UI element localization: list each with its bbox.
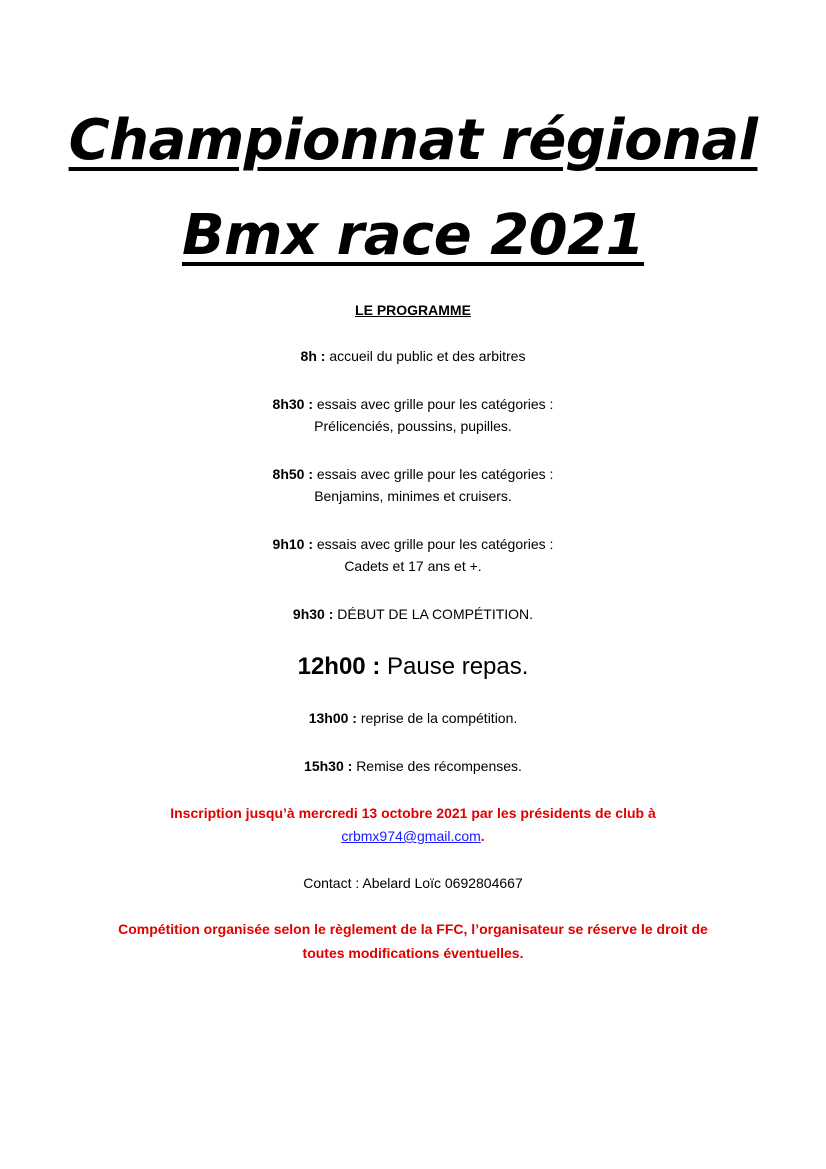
schedule-text: essais avec grille pour les catégories : — [316, 536, 554, 552]
schedule-text: Remise des récompenses. — [356, 758, 522, 774]
schedule-item-1200 — [0, 652, 826, 682]
schedule-item-1530 — [0, 757, 826, 775]
schedule-detail-0910: Cadets et 17 ans et +. — [344, 558, 482, 574]
schedule-time: 8h30 : — [272, 396, 313, 412]
schedule-time: 13h00 : — [308, 710, 357, 726]
schedule-time: 9h30 : — [292, 606, 334, 622]
schedule-text: Pause repas. — [386, 653, 529, 680]
schedule-text: reprise de la compétition. — [360, 710, 518, 726]
title-line-2: Bmx race 2021 — [181, 203, 645, 268]
schedule-item-1300 — [0, 709, 826, 727]
schedule-text: essais avec grille pour les catégories : — [316, 466, 554, 482]
inscription-text: Inscription jusqu’à mercredi 13 octobre 2021 par les présidents de club à — [170, 805, 656, 821]
schedule-detail-0830: Prélicenciés, poussins, pupilles. — [314, 418, 512, 434]
schedule-time: 12h00 : — [297, 653, 381, 680]
schedule-item-0910 — [0, 535, 826, 553]
schedule-text: essais avec grille pour les catégories : — [316, 396, 554, 412]
programme-heading: LE PROGRAMME — [355, 302, 471, 318]
footer-notice-line-1: Compétition organisée selon le règlement de la FFC, l’organisateur se réserve le droit de — [118, 921, 708, 937]
schedule-item-0850 — [0, 465, 826, 483]
schedule-item-0930 — [0, 605, 826, 623]
schedule-text: accueil du public et des arbitres — [329, 348, 526, 364]
schedule-item-0830 — [0, 395, 826, 413]
schedule-text: DÉBUT DE LA COMPÉTITION. — [337, 606, 534, 622]
email-link[interactable]: crbmx974@gmail.com — [341, 828, 481, 844]
schedule-time: 8h50 : — [272, 466, 313, 482]
inscription-email-line — [0, 827, 826, 845]
schedule-time: 15h30 : — [304, 758, 353, 774]
schedule-detail-0850: Benjamins, minimes et cruisers. — [314, 488, 512, 504]
schedule-time: 9h10 : — [272, 536, 313, 552]
footer-notice-line-2: toutes modifications éventuelles. — [302, 945, 524, 961]
schedule-item-0800 — [0, 347, 826, 365]
inscription-suffix: . — [480, 828, 485, 844]
title-line-1: Championnat régional — [68, 108, 758, 173]
contact-info: Contact : Abelard Loïc 0692804667 — [303, 875, 523, 891]
schedule-time: 8h : — [300, 348, 326, 364]
